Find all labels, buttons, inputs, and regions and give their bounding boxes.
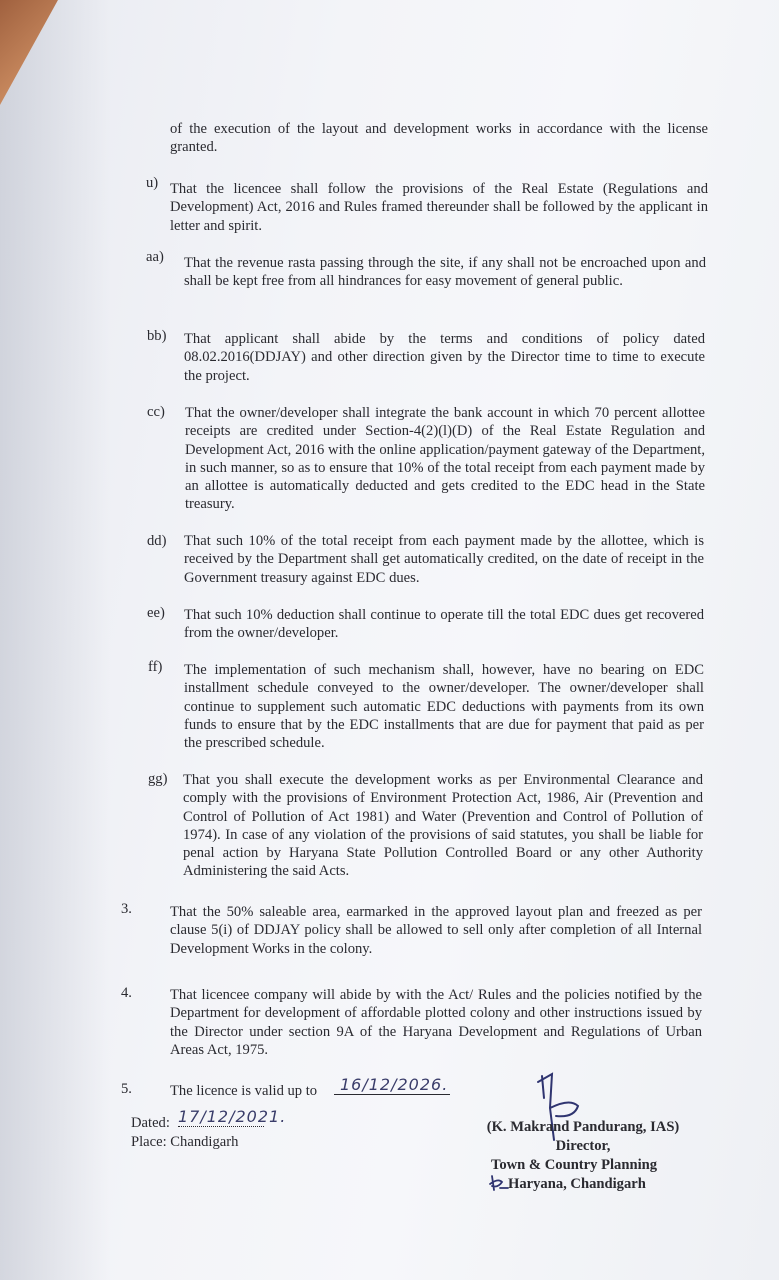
clause-text: That applicant shall abide by the terms and conditions of policy dated 08.02.2016(DDJAY) and other direction given by the Director time to time to execute the project. bbox=[184, 331, 705, 384]
dated-value: 17/12/2021. bbox=[178, 1107, 287, 1126]
item-number: 3. bbox=[121, 901, 132, 917]
validity-date: 16/12/2026. bbox=[334, 1076, 450, 1095]
clause-text: That such 10% deduction shall continue to operate till the total EDC dues get recovered from the owner/developer. bbox=[184, 607, 704, 642]
clause-text: That the revenue rasta passing through the site, if any shall not be encroached upon and shall be kept free from all hindrances for easy movement of general public. bbox=[184, 255, 706, 290]
clause-label: gg) bbox=[148, 771, 168, 787]
place-label: Place: Chandigarh bbox=[131, 1134, 239, 1150]
clause-text: The implementation of such mechanism shall, however, have no bearing on EDC installment schedule conveyed to the owner/developer. The owner/developer shall continue to supplement such automatic EDC deductions with payments from its own funds to ensure that by the EDC installments that are due for payment that paid as per the prescribed schedule. bbox=[184, 662, 704, 752]
clause-text: That such 10% of the total receipt from each payment made by the allottee, which is received by the Department shall get automatically credited, on the date of receipt in the Government treasury against EDC dues. bbox=[184, 533, 704, 586]
signatory-department: Town & Country Planning bbox=[490, 1157, 658, 1173]
clause-label: cc) bbox=[147, 404, 165, 420]
item-number: 5. bbox=[121, 1081, 132, 1097]
intro-paragraph: of the execution of the layout and development works in accordance with the license granted. bbox=[170, 121, 708, 156]
validity-text: The licence is valid up to bbox=[170, 1083, 318, 1099]
signatory-name: (K. Makrand Pandurang, IAS) bbox=[486, 1119, 680, 1135]
clause-label: bb) bbox=[147, 328, 167, 344]
clause-label: aa) bbox=[146, 249, 164, 265]
item-number: 4. bbox=[121, 985, 132, 1001]
item-text: That the 50% saleable area, earmarked in the approved layout plan and freezed as per clause 5(i) of DDJAY policy shall be allowed to sell only after completion of all Internal Development Works in the colony. bbox=[170, 904, 702, 957]
clause-label: ee) bbox=[147, 605, 165, 621]
signatory-designation: Director, bbox=[555, 1138, 611, 1154]
clause-label: ff) bbox=[148, 659, 163, 675]
clause-text: That you shall execute the development works as per Environmental Clearance and comply with the provisions of Environment Protection Act, 1986, Air (Prevention and Control of Pollution of Act 1981) and Water (Prevention and Control of Pollution of 1974). In case of any violation of the provisions of said statutes, you shall be liable for penal action by Haryana State Pollution Controlled Board or any other Authority Administering the said Acts. bbox=[183, 772, 703, 880]
item-text: That licencee company will abide by with the Act/ Rules and the policies notified by the Department for development of affordable plotted colony and other instructions issued by the Director under section 9A of the Haryana Development and Regulations of Urban Areas Act, 1975. bbox=[170, 987, 702, 1058]
dated-label: Dated: bbox=[131, 1115, 170, 1131]
clause-label: dd) bbox=[147, 533, 167, 549]
clause-label: u) bbox=[146, 175, 159, 191]
clause-text: That the owner/developer shall integrate the bank account in which 70 percent allottee receipts are credited under Section-4(2)(l)(D) of the Real Estate Regulation and Development Act, 2016 with the online application/payment gateway of the Department, in such manner, so as to ensure that 10% of the total receipt from each payment made by an allottee is automatically deducted and gets credited to the EDC head in the State treasury. bbox=[185, 405, 705, 513]
signatory-location: Haryana, Chandigarh bbox=[508, 1176, 646, 1192]
clause-text: That the licencee shall follow the provisions of the Real Estate (Regulations and Development) Act, 2016 and Rules framed thereunder shall be followed by the applicant in letter and spirit. bbox=[170, 181, 708, 234]
initial-mark bbox=[488, 1174, 510, 1192]
